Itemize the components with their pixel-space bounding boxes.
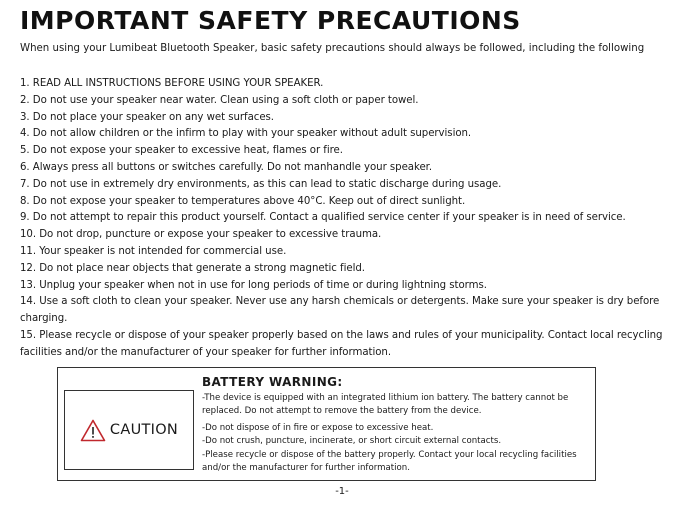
list-item: -Do not crush, puncture, incinerate, or short circuit external contacts. xyxy=(202,436,502,447)
caution-label: CAUTION xyxy=(109,422,179,438)
warning-triangle-icon xyxy=(80,419,106,442)
list-item: 9. Do not attempt to repair this product yourself. Contact a qualified service center if your speaker is in need of service. xyxy=(20,212,626,224)
list-item: 5. Do not expose your speaker to excessive heat, flames or fire. xyxy=(20,145,343,157)
list-item: 14. Use a soft cloth to clean your speaker. Never use any harsh chemicals or detergents. Make sure your speaker is dry before charging. xyxy=(20,296,660,325)
battery-warning-list xyxy=(202,392,592,475)
list-item: -Please recycle or dispose of the battery properly. Contact your local recycling facilities and/or the manufacturer for further information. xyxy=(202,449,577,474)
page-title: IMPORTANT SAFETY PRECAUTIONS xyxy=(20,6,521,35)
list-item: 4. Do not allow children or the infirm to play with your speaker without adult supervision. xyxy=(20,128,472,140)
list-item: 8. Do not expose your speaker to temperatures above 40°C. Keep out of direct sunlight. xyxy=(20,195,466,207)
list-item: 15. Please recycle or dispose of your speaker properly based on the laws and rules of your municipality. Contact local recycling facilities and/or the manufacturer of your speaker for further information. xyxy=(20,329,663,358)
list-item: 1. READ ALL INSTRUCTIONS BEFORE USING YOUR SPEAKER. xyxy=(20,78,324,89)
list-item: 7. Do not use in extremely dry environments, as this can lead to static discharge during usage. xyxy=(20,178,502,190)
list-item: -Do not dispose of in fire or expose to excessive heat. xyxy=(202,422,434,433)
page-number: -1- xyxy=(335,486,349,497)
intro-text: When using your Lumibeat Bluetooth Speaker, basic safety precautions should always be followed, including the following xyxy=(20,43,645,54)
precautions-list xyxy=(20,76,684,362)
list-item: 3. Do not place your speaker on any wet surfaces. xyxy=(20,111,274,123)
list-item: 10. Do not drop, puncture or expose your speaker to excessive trauma. xyxy=(20,229,382,241)
battery-warning-title: BATTERY WARNING: xyxy=(202,375,343,389)
list-item: 12. Do not place near objects that generate a strong magnetic field. xyxy=(20,262,365,274)
list-item: -The device is equipped with an integrated lithium ion battery. The battery cannot be replaced. Do not attempt to remove the battery from the device. xyxy=(202,393,569,417)
list-item: 6. Always press all buttons or switches carefully. Do not manhandle your speaker. xyxy=(20,161,433,173)
list-item: 13. Unplug your speaker when not in use for long periods of time or during lightning storms. xyxy=(20,279,487,291)
list-item: 2. Do not use your speaker near water. Clean using a soft cloth or paper towel. xyxy=(20,94,419,106)
caution-badge xyxy=(64,390,194,470)
list-item: 11. Your speaker is not intended for commercial use. xyxy=(20,245,287,257)
battery-warning-box xyxy=(57,367,596,481)
